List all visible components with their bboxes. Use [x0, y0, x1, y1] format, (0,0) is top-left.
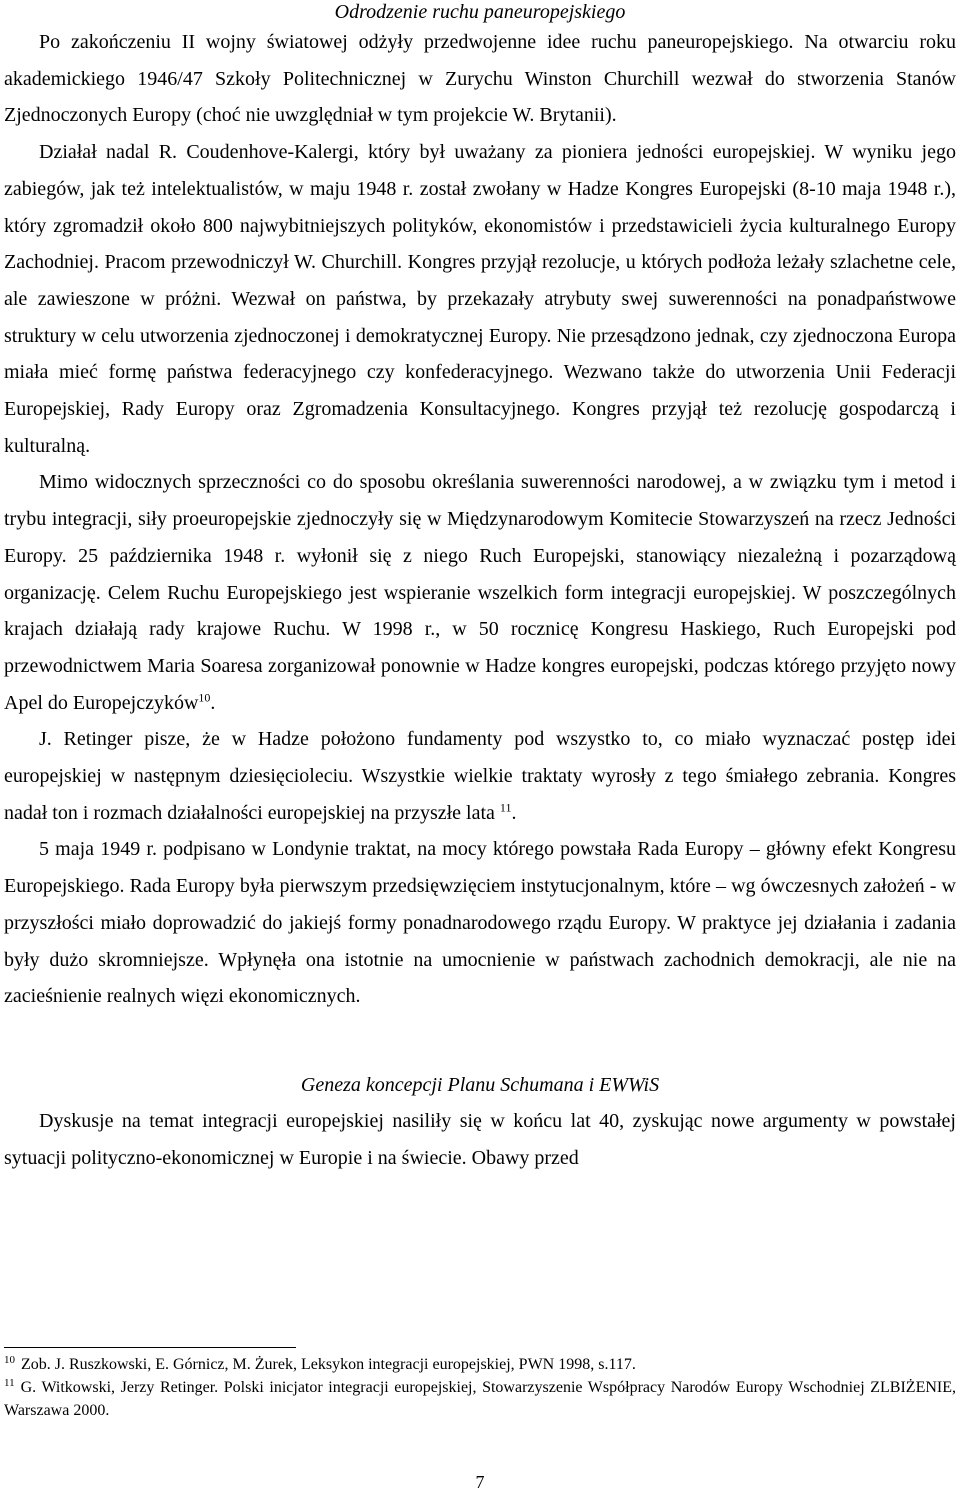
page-number: 7 [475, 1472, 485, 1492]
document-page [4, 0, 956, 1176]
footnote-ref-10-tail: . [210, 691, 216, 714]
footnote-text: G. Witkowski, Jerzy Retinger. Polski inicjator integracji europejskiej, Stowarzyszenie Współpracy Narodów Europy Wschodniej ZLBIŻENIE, Warszawa 2000. [4, 1379, 956, 1419]
paragraph-retinger [4, 721, 956, 831]
section-heading-schuman-plan: Geneza koncepcji Planu Schumana i EWWiS [300, 1073, 660, 1096]
footnote-separator [4, 1347, 296, 1348]
footnotes [4, 1353, 956, 1422]
footnote-ref-11[interactable]: 11 [499, 800, 512, 815]
paragraph-churchill: Po zakończeniu II wojny światowej odżyły przedwojenne idee ruchu paneuropejskiego. Na otwarciu roku akademickiego 1946/47 Szkoły Politechnicznej w Zurychu Winston Churchill wezwał do stworzenia Stanów Zjednoczonych Europy (choć nie uwzględniał w tym projekcie W. Brytanii). [4, 31, 956, 127]
footnote-ref-10[interactable]: 10 [198, 690, 211, 704]
paragraph-retinger-text: J. Retinger pisze, że w Hadze położono fundamenty pod wszystko to, co miało wyznaczać postęp idei europejskiej w następnym dziesięcioleciu. Wszystkie wielkie traktaty wyrosły z tego śmiałego zebrania. Kongres nadał ton i rozmach działalności europejskiej na przyszłe lata [4, 728, 956, 824]
footnote-10 [4, 1353, 956, 1376]
section-heading-paneuropean: Odrodzenie ruchu paneuropejskiego [334, 1, 626, 23]
paragraph-hague-congress: Działał nadal R. Coudenhove-Kalergi, który był uważany za pioniera jedności europejskiej. W wyniku jego zabiegów, jak też intelektualistów, w maju 1948 r. został zwołany w Hadze Kongres Europejski (8-10 maja 1948 r.), który zgromadził około 800 najwybitniejszych polityków, ekonomistów i przedstawicieli życia kulturalnego Europy Zachodniej. Pracom przewodniczył W. Churchill. Kongres przyjął rezolucje, u których podłoża leżały szlachetne cele, ale zawieszone w próżni. Wezwał on państwa, by przekazały atrybuty swej suwerenności na ponadpaństwowe struktury w celu utworzenia zjednoczonej i demokratycznej Europy. Nie przesądzono jednak, czy zjednoczona Europa miała mieć formę państwa federacyjnego czy konfederacyjnego. Wezwano także do utworzenia Unii Federacji Europejskiej, Rady Europy oraz Zgromadzenia Konsultacyjnego. Kongres przyjął też rezolucję gospodarczą i kulturalną. [4, 141, 956, 457]
paragraph-european-movement-text: Mimo widocznych sprzeczności co do sposobu określania suwerenności narodowej, a w związku tym i metod i trybu integracji, siły proeuropejskie zjednoczyły się w Międzynarodowym Komitecie Stowarzyszeń na rzecz Jedności Europy. 25 października 1948 r. wyłonił się z niego Ruch Europejski, stanowiący niezależną i pozarządową organizację. Celem Ruchu Europejskiego jest wspieranie wszelkich form integracji europejskiej. W poszczególnych krajach działają rady krajowe Ruchu. W 1998 r., w 50 rocznicę Kongresu Haskiego, Ruch Europejski pod przewodnictwem Maria Soaresa zorganizował ponownie w Hadze kongres europejski, podczas którego przyjęto nowy Apel do Europejczyków [4, 471, 956, 714]
section-spacer [4, 1015, 956, 1073]
footnote-text: Zob. J. Ruszkowski, E. Górnicz, M. Żurek, Leksykon integracji europejskiej, PWN 1998, s.117. [21, 1356, 636, 1373]
paragraph-integration-discussion: Dyskusje na temat integracji europejskiej nasiliły się w końcu lat 40, zyskując nowe argumenty w powstałej sytuacji polityczno-ekonomicznej w Europie i na świecie. Obawy przed [4, 1109, 956, 1169]
footnote-number: 10 [4, 1353, 15, 1366]
footnote-number: 11 [4, 1376, 15, 1389]
paragraph-european-movement [4, 464, 956, 721]
footnote-ref-11-tail: . [511, 801, 517, 824]
footnote-11 [4, 1376, 956, 1422]
paragraph-council-of-europe: 5 maja 1949 r. podpisano w Londynie traktat, na mocy którego powstała Rada Europy – główny efekt Kongresu Europejskiego. Rada Europy była pierwszym przedsięwzięciem instytucjonalnym, które – wg ówczesnych założeń - w przyszłości miało doprowadzić do jakiejś formy ponadnarodowego rządu Europy. W praktyce jej działania i zadania były dużo skromniejsze. Wpłynęła ona istotnie na umocnienie w państwach zachodnich demokracji, ale nie na zacieśnienie realnych więzi ekonomicznych. [4, 838, 956, 1008]
